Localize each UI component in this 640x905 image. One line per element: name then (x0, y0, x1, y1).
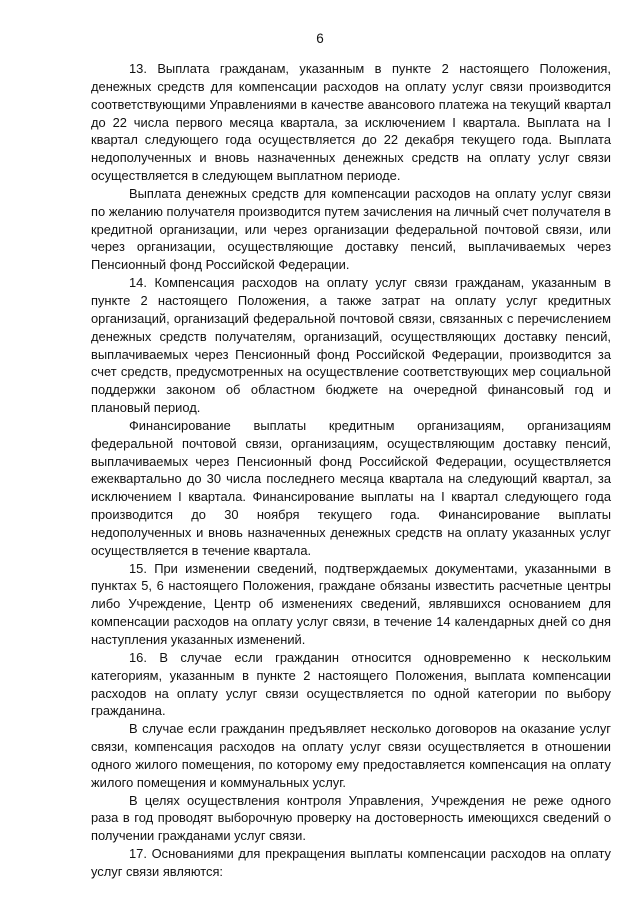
page-number: 6 (316, 31, 324, 46)
paragraph-multiple-contracts: В случае если гражданин предъявляет несколько договоров на оказание услуг связи, компенсация расходов на оплату услуг связи осуществляется в отношении одного жилого помещения, по которому ему предоставляется компенсация на оплату жилого помещения и коммунальных услуг. (91, 721, 611, 790)
paragraph-17: 17. Основаниями для прекращения выплаты компенсации расходов на оплату услуг связи являются: (91, 846, 611, 879)
paragraph-16: 16. В случае если гражданин относится одновременно к нескольким категориям, указанным в пункте 2 настоящего Положения, выплата компенсации расходов на оплату услуг связи осуществляется по одной категории по выбору гражданина. (91, 649, 611, 719)
paragraph-control: В целях осуществления контроля Управления, Учреждения не реже одного раза в год проводят выборочную проверку на достоверность имеющихся сведений о получении гражданами услуг связи. (91, 792, 611, 844)
paragraph-financing: Финансирование выплаты кредитным организациям, организациям федеральной почтовой связи, организациям, осуществляющим доставку пенсий, выплачиваемых через Пенсионный фонд Российской Федерации, осуществляется ежеквартально до 30 числа последнего месяца квартала на следующий квартал, за исключением I квартала. Финансирование выплаты на I квартал следующего года производится до 30 ноября текущего года. Финансирование выплаты недополученных и вновь назначенных денежных средств на оплату указанных услуг осуществляется в течение квартала. (91, 417, 611, 558)
paragraph-13: 13. Выплата гражданам, указанным в пункте 2 настоящего Положения, денежных средств для компенсации расходов на оплату услуг связи производится соответствующими Управлениями в качестве авансового платежа на текущий квартал до 22 числа первого месяца квартала, за исключением I квартала. Выплата на I квартал следующего года осуществляется до 22 декабря текущего года. Выплата недополученных и вновь назначенных денежных средств на оплату услуг связи осуществляется в следующем выплатном периоде. (91, 61, 611, 184)
paragraph-15: 15. При изменении сведений, подтверждаемых документами, указанными в пунктах 5, 6 настоящего Положения, граждане обязаны известить расчетные центры либо Учреждение, Центр об изменениях сведений, являвшихся основанием для компенсации расходов на оплату услуг связи, в течение 14 календарных дней со дня наступления указанных изменений. (91, 560, 611, 647)
paragraph-payment-method: Выплата денежных средств для компенсации расходов на оплату услуг связи по желанию получателя производится путем зачисления на личный счет получателя в кредитной организации, или через организации федеральной почтовой связи, или через организации, осуществляющие доставку пенсий, выплачиваемых через Пенсионный фонд Российской Федерации. (91, 185, 611, 273)
paragraph-14: 14. Компенсация расходов на оплату услуг связи гражданам, указанным в пункте 2 настоящего Положения, а также затрат на оплату услуг кредитных организаций, организаций федеральной почтовой связи, связанных с перечислением денежных средств получателям, организаций, осуществляющих доставку пенсий, выплачиваемых через Пенсионный фонд Российской Федерации, производится за счет средств, предусмотренных на осуществление соответствующих мер социальной поддержки законом об областном бюджете на очередной финансовый год и плановый период. (91, 275, 611, 416)
document-body (91, 60, 611, 881)
